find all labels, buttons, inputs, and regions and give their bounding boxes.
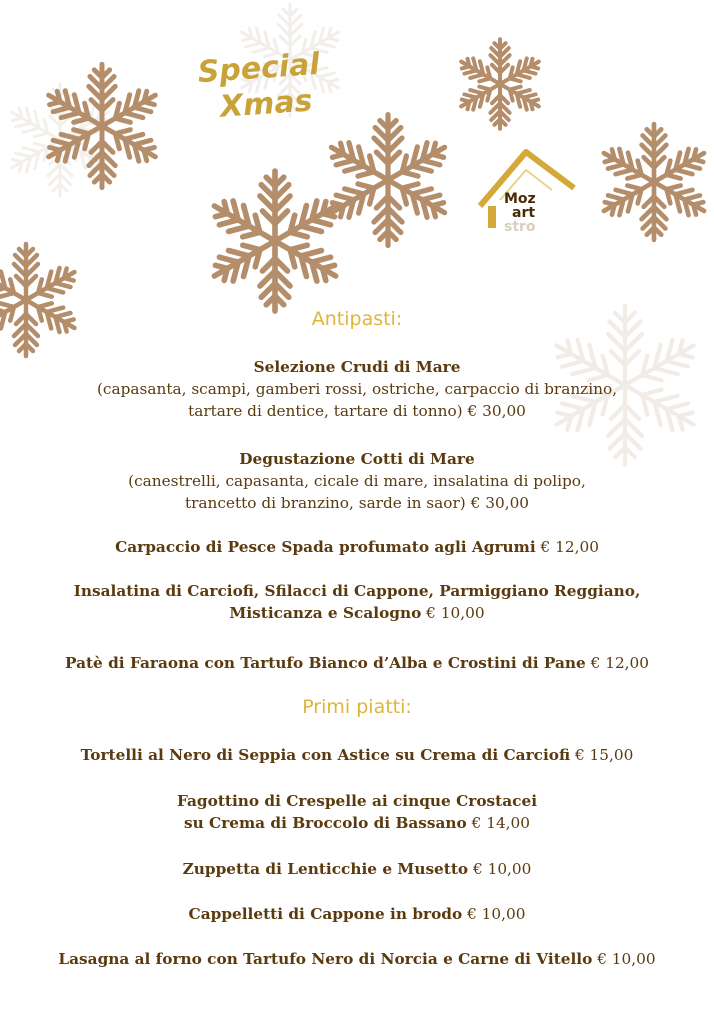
- dish-price: € 10,00: [467, 905, 526, 923]
- dish-price: € 12,00: [540, 538, 599, 556]
- dish-description: (canestrelli, capasanta, cicale di mare, insalatina di polipo,: [128, 472, 586, 490]
- section-title-antipasti: Antipasti:: [311, 308, 403, 330]
- menu-item: [10, 858, 704, 880]
- restaurant-logo: [478, 148, 578, 248]
- dish-price: € 12,00: [590, 654, 650, 672]
- dish-name: Degustazione Cotti di Mare: [239, 450, 475, 468]
- dish-name: Insalatina di Carciofi, Sfilacci di Cappone, Parmiggiano Reggiano,: [73, 582, 641, 600]
- title-line-1: Special: [196, 46, 321, 91]
- dish-price: € 30,00: [470, 494, 530, 512]
- snowflake-icon: [0, 240, 86, 360]
- dish-name: Zuppetta di Lenticchie e Musetto: [182, 860, 469, 878]
- dish-description: tartare di dentice, tartare di tonno): [188, 402, 463, 420]
- logo-text-3: stro: [504, 219, 536, 235]
- logo-text-1: Moz: [504, 191, 536, 207]
- menu-item: [10, 580, 704, 624]
- dish-name: Patè di Faraona con Tartufo Bianco d’Alba e Crostini di Pane: [64, 654, 586, 672]
- dish-name: Tortelli al Nero di Seppia con Astice su Crema di Carciofi: [80, 746, 571, 764]
- dish-price: € 30,00: [467, 402, 526, 420]
- logo-text-2: art: [512, 205, 536, 221]
- dish-price: € 10,00: [597, 950, 656, 968]
- menu-item: [10, 948, 704, 970]
- dish-price: € 10,00: [473, 860, 532, 878]
- menu-item: [10, 536, 704, 558]
- dish-price: € 15,00: [574, 746, 634, 764]
- menu-item: [10, 790, 704, 834]
- special-xmas-title: [183, 47, 338, 127]
- snowflake-icon: [200, 166, 350, 316]
- dish-name: Carpaccio di Pesce Spada profumato agli Agrumi: [115, 538, 536, 556]
- snowflake-icon: [452, 36, 548, 132]
- menu-item: [10, 903, 704, 925]
- section-title-primi: Primi piatti:: [302, 696, 412, 718]
- title-line-2: Xmas: [218, 83, 314, 125]
- dish-description: trancetto di branzino, sarde in saor): [184, 494, 466, 512]
- dish-name: Fagottino di Crespelle ai cinque Crostacei: [177, 792, 537, 810]
- menu-item: [10, 652, 704, 674]
- menu-item: [10, 356, 704, 422]
- dish-name: Selezione Crudi di Mare: [253, 358, 461, 376]
- dish-name: Misticanza e Scalogno: [229, 604, 422, 622]
- dish-price: € 14,00: [471, 814, 531, 832]
- dish-name: Cappelletti di Cappone in brodo: [188, 905, 463, 923]
- snowflake-icon: [592, 120, 714, 244]
- dish-name: Lasagna al forno con Tartufo Nero di Norcia e Carne di Vitello: [58, 950, 593, 968]
- dish-description: (capasanta, scampi, gamberi rossi, ostriche, carpaccio di branzino,: [96, 380, 618, 398]
- menu-item: [10, 448, 704, 514]
- dish-price: € 10,00: [426, 604, 485, 622]
- snowflake-icon: [36, 60, 168, 192]
- dish-name: su Crema di Broccolo di Bassano: [183, 814, 467, 832]
- menu-item: [10, 744, 704, 766]
